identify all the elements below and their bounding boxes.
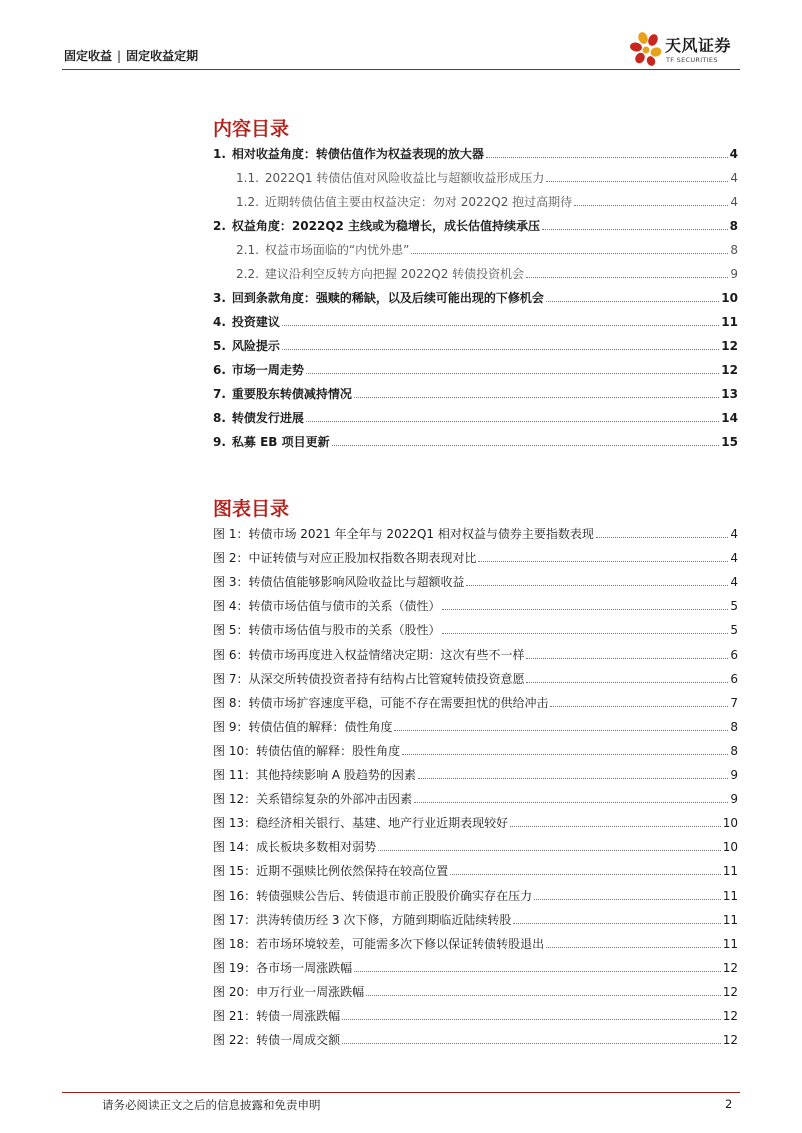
toc-entry-number: 1.1. bbox=[236, 171, 259, 185]
figure-entry-number: 图 17： bbox=[213, 912, 257, 927]
dot-leader bbox=[546, 947, 721, 948]
figure-entry[interactable] bbox=[213, 982, 738, 1000]
toc-entry-text: 权益角度：2022Q2 主线或为稳增长，成长估值持续承压 bbox=[231, 219, 541, 233]
figure-entry-label bbox=[213, 526, 594, 542]
brand-name-en: TF SECURITIES bbox=[666, 56, 718, 64]
toc-entry-number: 1.2. bbox=[236, 195, 259, 209]
figure-entry-number: 图 1： bbox=[213, 527, 249, 541]
toc-entry-number: 8. bbox=[213, 411, 226, 425]
figure-entry-number: 图 3： bbox=[213, 575, 249, 590]
toc-entry-number: 9. bbox=[213, 435, 226, 449]
subcategory-label: 固定收益定期 bbox=[126, 49, 199, 63]
toc-entry-text: 转债发行进展 bbox=[231, 411, 304, 425]
figure-entry-number: 图 10： bbox=[213, 743, 257, 758]
dot-leader bbox=[306, 373, 719, 374]
toc-entry-number: 2.2. bbox=[236, 267, 259, 281]
figure-entry-page: 7 bbox=[730, 695, 738, 710]
figure-entry[interactable] bbox=[213, 717, 738, 735]
figure-entry-page: 10 bbox=[722, 840, 738, 855]
toc-entry-page: 4 bbox=[730, 171, 738, 185]
figure-entry-text: 中证转债与对应正股加权指数各期表现对比 bbox=[248, 551, 477, 566]
toc-entry-number: 6. bbox=[213, 363, 226, 377]
header-separator: | bbox=[117, 49, 122, 63]
figure-entry-text: 近期不强赎比例依然保持在较高位置 bbox=[256, 864, 449, 879]
toc-entry-text: 重要股东转债减持情况 bbox=[231, 387, 352, 401]
figure-entry[interactable] bbox=[213, 958, 738, 976]
toc-entry-text: 2022Q1 转债估值对风险收益比与超额收益形成压力 bbox=[264, 171, 545, 185]
toc-entry[interactable] bbox=[213, 384, 738, 402]
toc-entry-text: 市场一周走势 bbox=[231, 363, 304, 377]
figure-entry-text: 成长板块多数相对弱势 bbox=[256, 840, 377, 855]
toc-entry-text: 投资建议 bbox=[231, 315, 280, 329]
figure-entry-label bbox=[213, 767, 416, 783]
page-number: 2 bbox=[725, 1097, 733, 1111]
toc-entry-page: 15 bbox=[721, 435, 738, 449]
figure-entry-text: 转债一周涨跌幅 bbox=[256, 1009, 341, 1023]
toc-entry-label bbox=[213, 338, 280, 354]
figure-entry-label bbox=[213, 743, 400, 759]
dot-leader bbox=[354, 971, 721, 972]
figure-entry[interactable] bbox=[213, 789, 738, 807]
footer-divider bbox=[62, 1092, 740, 1093]
figure-entry-page: 11 bbox=[722, 864, 738, 879]
dot-leader bbox=[411, 253, 728, 254]
figure-entry[interactable] bbox=[213, 524, 738, 542]
figure-entry-number: 图 6： bbox=[213, 647, 249, 662]
figure-entry[interactable] bbox=[213, 693, 738, 711]
figure-entry-page: 4 bbox=[730, 575, 738, 590]
figure-entry-number: 图 8： bbox=[213, 695, 249, 710]
toc-entry-text: 相对收益角度：转债估值作为权益表现的放大器 bbox=[231, 147, 484, 161]
figure-entry-number: 图 11： bbox=[213, 768, 257, 782]
dot-leader bbox=[450, 874, 721, 875]
figure-entry[interactable] bbox=[213, 572, 738, 590]
figure-entry[interactable] bbox=[213, 741, 738, 759]
figure-entry[interactable] bbox=[213, 910, 738, 928]
toc-entry-label bbox=[236, 266, 524, 282]
figure-entry-text: 若市场环境较差，可能需多次下修以保证转债转股退出 bbox=[256, 936, 545, 951]
figure-entry-label bbox=[213, 550, 476, 566]
figure-entry-number: 图 9： bbox=[213, 719, 249, 734]
toc-entry-label bbox=[236, 170, 544, 186]
figure-entry-label bbox=[213, 719, 392, 735]
dot-leader bbox=[478, 561, 728, 562]
dot-leader bbox=[546, 181, 728, 182]
toc-title: 内容目录 bbox=[213, 118, 290, 140]
toc-entry-text: 回到条款角度：强赎的稀缺，以及后续可能出现的下修机会 bbox=[231, 291, 544, 305]
toc-entry-text: 建议沿利空反转方向把握 2022Q2 转债投资机会 bbox=[264, 267, 525, 281]
toc-entry-page: 4 bbox=[730, 195, 738, 209]
figure-entry[interactable] bbox=[213, 620, 738, 638]
figure-entry-label bbox=[213, 815, 508, 831]
dot-leader bbox=[513, 923, 720, 924]
figure-entry-number: 图 18： bbox=[213, 936, 257, 951]
dot-leader bbox=[402, 754, 728, 755]
dot-leader bbox=[282, 325, 719, 326]
figure-entry-number: 图 22： bbox=[213, 1033, 257, 1048]
figure-entry-text: 申万行业一周涨跌幅 bbox=[256, 984, 365, 999]
toc-entry-number: 3. bbox=[213, 291, 226, 305]
dot-leader bbox=[546, 301, 719, 302]
figure-entry-text: 其他持续影响 A 股趋势的因素 bbox=[256, 768, 416, 782]
toc-entry-label bbox=[213, 290, 544, 306]
figure-entry[interactable] bbox=[213, 813, 738, 831]
figure-entry-text: 从深交所转债投资者持有结构占比管窥转债投资意愿 bbox=[248, 671, 525, 686]
figure-entry[interactable] bbox=[213, 861, 738, 879]
figure-entry[interactable] bbox=[213, 1030, 738, 1048]
figure-entry[interactable] bbox=[213, 596, 738, 614]
figure-entry-label bbox=[213, 863, 448, 879]
figure-entry-label bbox=[213, 574, 464, 590]
figure-entry-number: 图 12： bbox=[213, 792, 257, 807]
figure-entry-text: 转债市场估值与股市的关系（股性） bbox=[248, 623, 441, 638]
figure-entry-text: 转债市场再度进入权益情绪决定期：这次有些不一样 bbox=[248, 647, 525, 662]
figure-entry-page: 9 bbox=[730, 792, 738, 807]
figure-entry-label bbox=[213, 695, 548, 711]
toc-entry-page: 11 bbox=[721, 315, 738, 329]
figure-entry-number: 图 5： bbox=[213, 623, 249, 638]
toc-entry[interactable] bbox=[213, 216, 738, 234]
figure-entry-label bbox=[213, 888, 532, 904]
dot-leader bbox=[526, 682, 728, 683]
figure-entry-number: 图 4： bbox=[213, 599, 249, 614]
toc-subentry[interactable] bbox=[213, 240, 738, 258]
dot-leader bbox=[342, 1019, 721, 1020]
dot-leader bbox=[526, 277, 728, 278]
figure-entry[interactable] bbox=[213, 548, 738, 566]
toc-entry-label bbox=[213, 362, 304, 378]
figure-entry[interactable] bbox=[213, 934, 738, 952]
dot-leader bbox=[466, 585, 728, 586]
figure-entry-label bbox=[213, 791, 412, 807]
figure-entry-page: 8 bbox=[730, 743, 738, 758]
figure-entry-label bbox=[213, 622, 440, 638]
toc-entry-label bbox=[236, 194, 572, 210]
toc-subentry[interactable] bbox=[213, 168, 738, 186]
toc-entry[interactable] bbox=[213, 360, 738, 378]
dot-leader bbox=[282, 349, 719, 350]
dot-leader bbox=[332, 445, 720, 446]
figure-entry-label bbox=[213, 912, 511, 928]
dot-leader bbox=[418, 778, 728, 779]
toc-entry-label bbox=[213, 410, 304, 426]
dot-leader bbox=[366, 995, 721, 996]
figure-entry-page: 11 bbox=[722, 936, 738, 951]
dot-leader bbox=[442, 633, 728, 634]
toc-entry-text: 风险提示 bbox=[231, 339, 280, 353]
figure-entry-number: 图 2： bbox=[213, 551, 249, 566]
figure-entry-text: 转债市场 2021 年全年与 2022Q1 相对权益与债券主要指数表现 bbox=[248, 527, 594, 541]
figure-entry-number: 图 15： bbox=[213, 864, 257, 879]
figure-entry-text: 转债估值能够影响风险收益比与超额收益 bbox=[248, 575, 465, 590]
figure-entry-label bbox=[213, 1008, 340, 1024]
figure-entry[interactable] bbox=[213, 765, 738, 783]
figure-entry-text: 转债估值的解释：债性角度 bbox=[248, 719, 393, 734]
figure-entry-text: 转债强赎公告后、转债退市前正股股价确实存在压力 bbox=[256, 888, 533, 903]
figure-entry-text: 转债市场估值与债市的关系（债性） bbox=[248, 599, 441, 614]
toc-entry-label bbox=[236, 242, 409, 258]
dot-leader bbox=[442, 609, 728, 610]
toc-entry-page: 10 bbox=[721, 291, 738, 305]
toc-entry-number: 2.1. bbox=[236, 243, 259, 257]
figure-entry-page: 4 bbox=[730, 527, 738, 541]
toc-entry-label bbox=[213, 146, 484, 162]
dot-leader bbox=[354, 397, 719, 398]
brand-name-cn: 天风证券 bbox=[665, 36, 732, 55]
figure-entry-page: 10 bbox=[722, 816, 738, 831]
dot-leader bbox=[378, 850, 721, 851]
toc-entry[interactable] bbox=[213, 336, 738, 354]
toc-entry[interactable] bbox=[213, 408, 738, 426]
dot-leader bbox=[306, 421, 719, 422]
figure-entry-text: 转债一周成交额 bbox=[256, 1033, 341, 1048]
toc-entry-label bbox=[213, 434, 330, 450]
figure-entry-text: 稳经济相关银行、基建、地产行业近期表现较好 bbox=[256, 816, 509, 831]
dot-leader bbox=[394, 730, 728, 731]
toc-entry-text: 私募 EB 项目更新 bbox=[231, 435, 330, 449]
figure-entry-label bbox=[213, 984, 364, 1000]
report-category bbox=[64, 47, 198, 64]
figure-entry-number: 图 14： bbox=[213, 840, 257, 855]
toc-entry-number: 5. bbox=[213, 339, 226, 353]
figures-title: 图表目录 bbox=[213, 498, 290, 520]
figure-entry-page: 6 bbox=[730, 671, 738, 686]
toc-entry-label bbox=[213, 314, 280, 330]
toc-entry[interactable] bbox=[213, 312, 738, 330]
figure-entry-page: 12 bbox=[722, 984, 738, 999]
dot-leader bbox=[534, 899, 721, 900]
toc-entry-page: 8 bbox=[730, 243, 738, 257]
figure-entry-label bbox=[213, 960, 352, 976]
figure-entry-page: 12 bbox=[722, 1033, 738, 1048]
figure-entry-text: 各市场一周涨跌幅 bbox=[256, 960, 353, 975]
figure-entry-number: 图 21： bbox=[213, 1009, 257, 1023]
toc-entry-page: 9 bbox=[730, 267, 738, 281]
figure-entry-number: 图 20： bbox=[213, 984, 257, 999]
figure-entry-label bbox=[213, 598, 440, 614]
figure-entry-page: 12 bbox=[722, 1009, 738, 1023]
figure-entry-page: 4 bbox=[730, 551, 738, 566]
figure-entry-label bbox=[213, 839, 376, 855]
dot-leader bbox=[342, 1043, 721, 1044]
toc-entry-label bbox=[213, 218, 540, 234]
dot-leader bbox=[486, 157, 728, 158]
figure-entry[interactable] bbox=[213, 1006, 738, 1024]
toc-entry-number: 1. bbox=[213, 147, 226, 161]
dot-leader bbox=[542, 229, 728, 230]
figure-entry-page: 6 bbox=[730, 647, 738, 662]
toc-entry-page: 8 bbox=[729, 219, 738, 233]
toc-entry-page: 12 bbox=[721, 339, 738, 353]
toc-entry[interactable] bbox=[213, 432, 738, 450]
footer-disclaimer: 请务必阅读正文之后的信息披露和免责申明 bbox=[102, 1098, 321, 1112]
figure-entry[interactable] bbox=[213, 886, 738, 904]
toc-entry-text: 权益市场面临的“内忧外患” bbox=[264, 243, 410, 257]
figure-entry-number: 图 19： bbox=[213, 960, 257, 975]
figure-entry-page: 12 bbox=[722, 960, 738, 975]
figure-entry-number: 图 13： bbox=[213, 816, 257, 831]
figure-entry-text: 关系错综复杂的外部冲击因素 bbox=[256, 792, 413, 807]
dot-leader bbox=[574, 205, 728, 206]
toc-entry[interactable] bbox=[213, 144, 738, 162]
toc-entry-label bbox=[213, 386, 352, 402]
toc-entry-number: 4. bbox=[213, 315, 226, 329]
figure-entry-page: 11 bbox=[722, 888, 738, 903]
figure-entry-page: 11 bbox=[722, 912, 738, 927]
dot-leader bbox=[596, 537, 728, 538]
header-divider bbox=[62, 69, 740, 70]
figure-entry-label bbox=[213, 936, 544, 952]
dot-leader bbox=[526, 658, 728, 659]
figure-entry-label bbox=[213, 1032, 340, 1048]
figure-entry-page: 8 bbox=[730, 719, 738, 734]
toc-entry-page: 4 bbox=[729, 147, 738, 161]
figure-entry-text: 转债市场扩容速度平稳，可能不存在需要担忧的供给冲击 bbox=[248, 695, 549, 710]
figure-entry-label bbox=[213, 647, 524, 663]
category-label: 固定收益 bbox=[64, 49, 113, 63]
toc-entry-page: 13 bbox=[721, 387, 738, 401]
dot-leader bbox=[510, 826, 721, 827]
figure-entry-page: 5 bbox=[730, 623, 738, 638]
figure-entry-page: 9 bbox=[730, 768, 738, 782]
toc-entry[interactable] bbox=[213, 288, 738, 306]
toc-entry-number: 2. bbox=[213, 219, 226, 233]
toc-subentry[interactable] bbox=[213, 192, 738, 210]
figure-entry-number: 图 16： bbox=[213, 888, 257, 903]
figure-entry-number: 图 7： bbox=[213, 671, 249, 686]
toc-entry-page: 12 bbox=[721, 363, 738, 377]
figure-entry-page: 5 bbox=[730, 599, 738, 614]
figure-entry[interactable] bbox=[213, 837, 738, 855]
figure-entry-text: 洪涛转债历经 3 次下修，方随到期临近陆续转股 bbox=[256, 912, 512, 927]
toc-entry-number: 7. bbox=[213, 387, 226, 401]
toc-subentry[interactable] bbox=[213, 264, 738, 282]
toc-entry-text: 近期转债估值主要由权益决定：勿对 2022Q2 抱过高期待 bbox=[264, 195, 573, 209]
figure-entry-text: 转债估值的解释：股性角度 bbox=[256, 743, 401, 758]
dot-leader bbox=[414, 802, 728, 803]
toc-entry-page: 14 bbox=[721, 411, 738, 425]
figure-entry[interactable] bbox=[213, 645, 738, 663]
dot-leader bbox=[550, 706, 728, 707]
figure-entry-label bbox=[213, 671, 524, 687]
figure-entry[interactable] bbox=[213, 669, 738, 687]
